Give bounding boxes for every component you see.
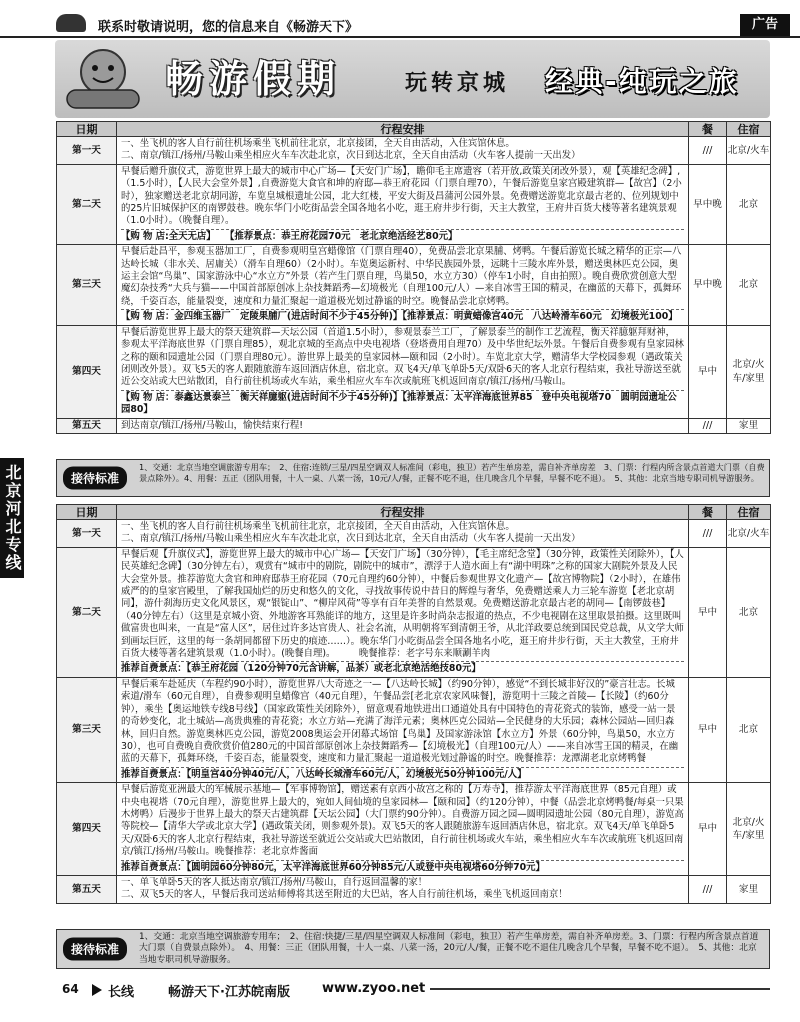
itinerary-cell bbox=[117, 783, 689, 876]
route-category-tab: 北京河北专线 bbox=[0, 458, 24, 578]
shopping-recommendation: 推荐自费景点：【明皇宫40分钟40元/人，八达岭长城滑车60元/人，幻境极光50分钟100元/人】 bbox=[121, 767, 684, 781]
table-row bbox=[57, 137, 771, 165]
col-meal: 餐 bbox=[689, 122, 727, 137]
itinerary-cell bbox=[117, 520, 689, 548]
day-cell: 第五天 bbox=[57, 418, 117, 433]
itinerary-text: 早餐后赠升旗仪式，游览世界上最大的城市中心广场—【天安门广场】，瞻仰毛主席遗容（若开放,政策关闭改外景），观【英雄纪念碑】,（1.5小时），【人民大会堂外景】,自费游览大食官和坤的府邸—恭王府花园（门票自理70），午餐后游览皇家宫殿建筑群—【故宫】（2小时），独家赠送老北京胡同游，车览皇城根遗址公园，北大红楼，平安大街及昌蒲河公园外景。免费赠送游览北京最古老的、位列规划中的25片旧城保护区的南锣鼓巷。晚东华门小吃街品尝全国各地名小吃，逛王府井步行街，天主大教堂，王府井百货大楼等著名建筑景观（1.0小时）。（晚餐自理）。 bbox=[121, 165, 682, 227]
standard-badge: 接待标准 bbox=[63, 467, 127, 490]
stay-cell: 北京 bbox=[727, 677, 771, 782]
col-content: 行程安排 bbox=[117, 122, 689, 137]
standard-text: 1、交通：北京当地空调旅游专用车； 2、住宿:快捷/三星/四星空调双人标准间（彩电，独卫）若产生单房差，需自补齐单房差。3、门票：行程内所含景点首道大门票（自费景点除外）。 4、用餐：三正（团队用餐，十人一桌、八菜一汤，20元/人/餐，正餐不吃不退住几晚含几个早餐，早餐不吃不退）。 5、其他：北京当地专职司机导游服务。 bbox=[139, 932, 759, 965]
meal-cell: 早中 bbox=[689, 547, 727, 677]
itinerary-cell bbox=[117, 418, 689, 433]
shopping-recommendation: 【购 物 店：泰鑫达景泰兰 衡天祥臆躯(进店时间不少于45分钟)】【推荐景点：太平洋海底世界85 登中央电视塔70 圆明园遗址公园80】 bbox=[121, 390, 684, 417]
website-url: www.zyoo.net bbox=[322, 981, 426, 996]
page-number: 64 bbox=[62, 982, 79, 996]
meal-cell: 早中 bbox=[689, 325, 727, 418]
service-standard-2 bbox=[56, 929, 770, 969]
itinerary-table-1 bbox=[56, 121, 771, 434]
col-content: 行程安排 bbox=[117, 505, 689, 520]
day-cell: 第四天 bbox=[57, 325, 117, 418]
itinerary-text: 早餐后赴昌平，参观玉器加工厂，自费参观明皇宫蜡像馆（门票自理40），免费品尝北京果脯、烤鸭。午餐后游览长城之精华的正宗—八达岭长城（非水关、居庸关）（滑车自理60）（2小时）。车览奥运新村、中华民族园外景，远眺十三陵水库外景，赠送奥林匹克公园，奥运主会馆“鸟巢”、国家游泳中心“水立方”外景（若产生门票自理，鸟巢50，水立方30）（停车1小时，自由拍照）。晚自费欣赏创意大型魔幻杂技秀“大兵与猫——中国首部原创冰上杂技舞蹈秀—幻境极光（自理100元/人）—来自冰雪王国的精灵，在幽蓝的天幕下，孤舞环绕，千姿百态，能量裂变，速度和力量汇聚起一道道极光划过静谧的时空。晚餐品尝北京烤鸭。 bbox=[121, 246, 682, 307]
stay-cell: 北京 bbox=[727, 164, 771, 244]
itinerary-text: 早餐后游览世界上最大的祭天建筑群—天坛公园（首道1.5小时），参观景泰兰工厂，了解景泰兰的制作工艺流程，衡天祥臆躯拜财神，参观太平洋海底世界（门票自理85），观北京城的至高点中央电视塔（登塔费用自理70）及中华世纪坛外景。午餐后自费参观有皇家园林之称的颐和园遗址公园（门票自理80元）。游世界上最美的皇家园林—颐和园（2小时）。车览北京大学，赠清华大学校园参观（遇政策关闭则改外景）。双飞5天的客人跟随旅游车返回酒店休息，宿北京。双飞4天/单飞单卧5天/双卧6天的客人北京行程结束，我社导游送至就近公交站或大巴站散团，自行前往机场或火车站，乘坐相应火车车次或航班飞机返回南京/镇江/扬州/马鞍山。 bbox=[121, 326, 684, 388]
day-cell: 第四天 bbox=[57, 783, 117, 876]
stay-cell: 北京/火车 bbox=[727, 520, 771, 548]
meal-cell: /// bbox=[689, 875, 727, 903]
table-row bbox=[57, 325, 771, 418]
page-footer bbox=[0, 974, 800, 1004]
day-cell: 第三天 bbox=[57, 245, 117, 325]
table-row bbox=[57, 547, 771, 677]
itinerary-text: 一、坐飞机的客人自行前往机场乘坐飞机前往北京，北京接团，全天自由活动，入住宾馆休息。 二、南京/镇江/扬州/马鞍山乘坐相应火车车次赴北京，次日到达北京，全天自由活动（火车客人提前一天出发） bbox=[121, 521, 581, 545]
col-stay: 住宿 bbox=[727, 122, 771, 137]
table-row bbox=[57, 418, 771, 433]
standard-badge: 接待标准 bbox=[63, 938, 127, 961]
standard-text: 1、交通：北京当地空调旅游专用车； 2、住宿:连锁/三星/四星空调双人标准间（彩电，独卫）若产生单房差，需自补齐单房差 3、门票：行程内所含景点首道大门票（自费景点除外）。4、用餐：五正（团队用餐，十人一桌、八菜一汤，10元/人/餐，正餐不吃不退，住几晚含几个早餐，早餐不吃不退）。 5、其他：北京当地专职司机导游服务。 bbox=[139, 462, 765, 483]
section-name: 长线 bbox=[108, 985, 135, 1000]
table-row bbox=[57, 245, 771, 325]
table-row bbox=[57, 677, 771, 782]
stay-cell: 北京 bbox=[727, 547, 771, 677]
day-cell: 第二天 bbox=[57, 164, 117, 244]
shopping-recommendation: 推荐自费景点：【圆明园60分钟80元，太平洋海底世界60分钟85元/人或登中央电视塔60分钟70元】 bbox=[121, 860, 684, 874]
stay-cell: 家里 bbox=[727, 875, 771, 903]
hero-banner bbox=[55, 40, 770, 118]
itinerary-text: 一、单飞单卧5天的客人抵达南京/镇江/扬州/马鞍山，自行返回温馨的家！ 二、双飞5天的客人，早餐后我司送站师傅将其送至附近的大巴站，客人自行前往机场，乘坐飞机返回南京！ bbox=[121, 876, 568, 901]
day-cell: 第二天 bbox=[57, 547, 117, 677]
hero-subtitle: 玩转京城 bbox=[405, 71, 510, 96]
table-header bbox=[57, 505, 771, 520]
itinerary-text: 到达南京/镇江/扬州/马鞍山，愉快结束行程! bbox=[121, 419, 303, 431]
info-source-notice: 联系时敬请说明，您的信息来自《畅游天下》 bbox=[98, 20, 359, 35]
shopping-recommendation: 【购 物 店：金四维玉器厂 定陵果脯厂(进店时间不少于45分钟)】【推荐景点：明黄蜡像宫40元 八达岭滑车60元 幻境极光100】 bbox=[121, 309, 684, 323]
arrow-icon bbox=[92, 984, 102, 996]
day-cell: 第三天 bbox=[57, 677, 117, 782]
hero-title: 畅游假期 bbox=[165, 57, 342, 101]
stay-cell: 北京/火车/家里 bbox=[727, 783, 771, 876]
table-row bbox=[57, 875, 771, 903]
day-cell: 第五天 bbox=[57, 875, 117, 903]
itinerary-text: 早餐后观【升旗仪式】，游览世界上最大的城市中心广场—【天安门广场】（30分钟），【毛主席纪念堂】（30分钟，政策性关闭除外），【人民英雄纪念碑】（30分钟左右），观赏有“城市中的剧院，剧院中的城市”，漂浮于人造水面上有“湖中明珠”之称的国家大剧院外景及人民大会堂外景。推荐游览大贪官和珅府邸恭王府花园（70元自理约60分钟），中餐后参观世界文化遗产—【故宫博物院】（2小时），在雄伟威严的的皇家宫殿里，了解我国灿烂的历史和悠久的文化，寻找故事传说中昔日的辉煌与奢华，免费赠送乘人力三轮车游览【老北京胡同】，游什刹海历史文化风景区，观“银锭山”、“柳岸风荷”等享有百年美誉的自然景观。免费赠送游北京最古老的胡同—【南锣鼓巷】（40分钟左右）（这里是京城小资、外地游客耳熟能详的地方，这里是许多时尚杂志报道的热点，不少电视剧在这里取景拍摄。这里既叫做富贵也叫来，一直是“富人区”，居住过许多达官贵人、社会名流，从明朝将军到清朝王爷，从北洋政要总统到国民党总裁，从文学大师到画坛巨匠，这里的每一条胡同都留下历史的痕迹……）。晚东华门小吃街品尝全国各地名小吃，逛王府井步行街，天主大教堂，王府井百货大楼等著名建筑景观（1.0小时）。(晚餐自理)。 晚餐推荐：老字号东来顺涮羊肉 bbox=[121, 548, 684, 660]
col-stay: 住宿 bbox=[727, 505, 771, 520]
table-row bbox=[57, 520, 771, 548]
col-meal: 餐 bbox=[689, 505, 727, 520]
meal-cell: /// bbox=[689, 418, 727, 433]
top-bar bbox=[0, 0, 800, 38]
mascot-icon bbox=[63, 46, 143, 112]
itinerary-cell bbox=[117, 245, 689, 325]
col-date: 日期 bbox=[57, 505, 117, 520]
itinerary-cell bbox=[117, 164, 689, 244]
meal-cell: /// bbox=[689, 137, 727, 165]
table-row bbox=[57, 164, 771, 244]
meal-cell: /// bbox=[689, 520, 727, 548]
col-date: 日期 bbox=[57, 122, 117, 137]
itinerary-cell bbox=[117, 875, 689, 903]
hero-slogan: 经典-纯玩之旅 bbox=[545, 65, 739, 98]
meal-cell: 早中 bbox=[689, 677, 727, 782]
itinerary-cell bbox=[117, 325, 689, 418]
itinerary-cell bbox=[117, 137, 689, 165]
brand-logo-icon bbox=[56, 14, 86, 32]
itinerary-text: 一、坐飞机的客人自行前往机场乘坐飞机前往北京，北京接团，全天自由活动，入住宾馆休息。 二、南京/镇江/扬州/马鞍山乘坐相应火车车次赴北京，次日到达北京，全天自由活动（火车客人提前一天出发） bbox=[121, 138, 581, 162]
itinerary-text: 早餐后乘车赴延庆（车程约90小时），游览世界八大奇迹之一—【八达岭长城】（约90分钟），感觉“不到长城非好汉的”豪言壮志。长城索道/滑车（60元自理），自费参观明皇蜡像宫（40元自理），午餐品尝[老北京农家风味餐]，游览明十三陵之首陵—【长陵】（约60分钟），乘坐【奥运地铁专线8号线】（国家政策性关闭除外），留意观看地铁进出口通道处具有中国特色的青花瓷式的装饰，感受一站一景的奇妙变化，北土城站—高贵典雅的青花瓷；水立方站—充满了海洋元素；奥林匹克公园站—全民健身的大乐园；森林公园站—回归森林，回归自然。游览奥林匹克公园，游览2008奥运会开闭幕式场馆【鸟巢】及国家游泳馆【水立方】外景（60分钟，鸟巢50，水立方30），也可自费晚自费欣赏价值280元的中国首部原创冰上杂技舞蹈秀—【幻境极光】（自理100元/人）——来自冰雪王国的精灵，在幽蓝的天幕下，孤舞环绕，千姿百态，能量裂变，速度和力量汇聚起一道道极光划过静谧的时空。晚餐推荐：龙潭湖老北京烤鸭餐 bbox=[121, 678, 679, 765]
shopping-recommendation: 【购 物 店:全天无店】 【推荐景点：恭王府花园70元 老北京绝活经艺80元】 bbox=[121, 229, 684, 243]
itinerary-cell bbox=[117, 547, 689, 677]
meal-cell: 早中晚 bbox=[689, 245, 727, 325]
shopping-recommendation: 推荐自费景点：【恭王府花园（120分钟70元含讲解，品茶）或老北京绝活绝技80元】 bbox=[121, 661, 684, 675]
itinerary-table-2 bbox=[56, 504, 771, 904]
ad-label: 广告 bbox=[740, 14, 790, 36]
meal-cell: 早中晚 bbox=[689, 164, 727, 244]
service-standard-1 bbox=[56, 459, 770, 497]
itinerary-text: 早餐后游览亚洲最大的军械展示基地—【军事博物馆】，赠送素有京西小故宫之称的【万寿寺】，推荐游太平洋海底世界（85元自理）或中央电视塔（70元自理），游览世界上最大的，宛如人间仙境的皇家园林—【颐和园】（约120分钟），中餐（品尝北京烤鸭餐/每桌一只果木烤鸭）后漫步于世界上最大的祭天古建筑群【天坛公园】（大门票约90分钟）。自费游万园之园—圆明园遗址公园（80元自理），游览高等院校—【清华大学或北京大学】(遇政策关闭，则参观外景)。双飞5天的客人跟随旅游车返回酒店休息，宿北京。双飞4天/单飞单卧5天/双卧6天的客人北京行程结束，我社导游送至就近公交站或大巴站散团，自行前往机场或火车站，乘坐相应火车车次或航班飞机返回南京/镇江/扬州/马鞍山。晚餐推荐：老北京炸酱面 bbox=[121, 784, 684, 858]
day-cell: 第一天 bbox=[57, 137, 117, 165]
itinerary-cell bbox=[117, 677, 689, 782]
table-header bbox=[57, 122, 771, 137]
stay-cell: 北京/火车 bbox=[727, 137, 771, 165]
meal-cell: 早中 bbox=[689, 783, 727, 876]
day-cell: 第一天 bbox=[57, 520, 117, 548]
stay-cell: 家里 bbox=[727, 418, 771, 433]
stay-cell: 北京/火车/家里 bbox=[727, 325, 771, 418]
stay-cell: 北京 bbox=[727, 245, 771, 325]
footer-rule bbox=[430, 988, 770, 990]
publication-name: 畅游天下·江苏皖南版 bbox=[168, 985, 290, 1000]
table-row bbox=[57, 783, 771, 876]
